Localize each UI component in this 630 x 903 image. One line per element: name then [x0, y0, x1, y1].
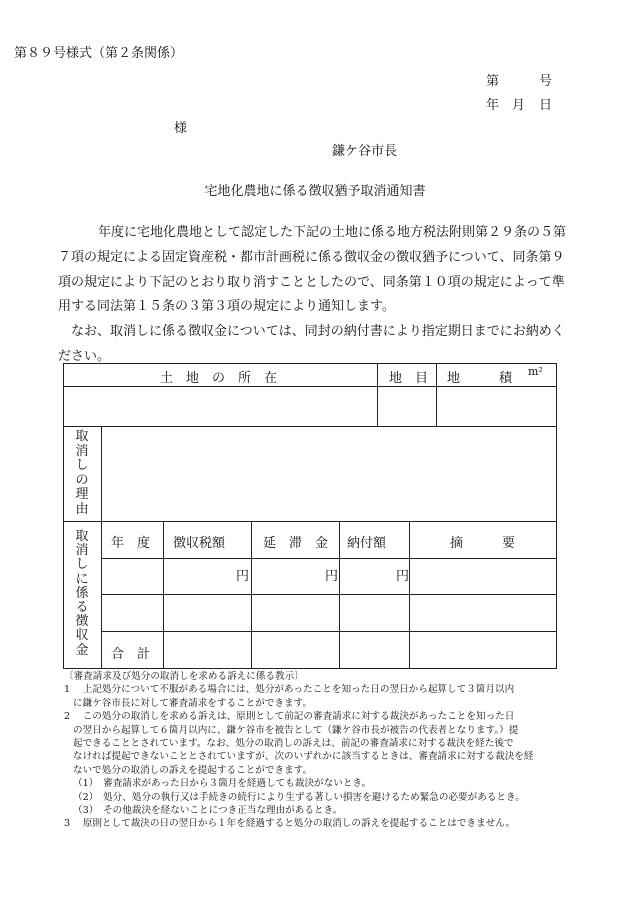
appeal-instructions [64, 670, 624, 831]
document-title: 宅地化農地に係る徴収猶予取消通知書 [204, 184, 426, 199]
late-fee-yen-unit: 円 [325, 569, 339, 584]
note-2-line-3: 起できることとされています。なお、処分の取消しの訴えは、前記の審査請求に対する裁決を経た後で [73, 738, 514, 750]
form-number: 第８９号様式（第２条関係） [14, 46, 184, 61]
document-number-prefix: 第 [486, 74, 500, 89]
area-unit: m² [528, 365, 543, 378]
col-tax-header: 徴収税額 [173, 536, 226, 551]
reason-label: 取 消 し の 理 由 [75, 429, 89, 517]
payment-yen-unit: 円 [396, 569, 410, 584]
col-late-fee-header: 延 滞 金 [263, 536, 329, 551]
land-area-header: 地 積 [447, 371, 513, 386]
note-1-line-1: 1 上記処分について不服がある場合には、処分があったことを知った日の翌日から起算して３箇月以内 [64, 684, 515, 696]
note-2-sub-2: （2） 処分、処分の執行又は手続きの続行により生ずる著しい損害を避けるため緊急の必要があるとき。 [73, 791, 525, 803]
land-category-header: 地 目 [389, 371, 429, 386]
body-paragraph-2: なお、取消しに係る徴収金については、同封の納付書により指定期日までにお納めください。 [58, 324, 565, 364]
addressee-suffix: 様 [174, 121, 188, 136]
issuer-name: 鎌ケ谷市長 [332, 144, 398, 159]
col-payment-header: 納付額 [347, 536, 387, 551]
levy-label: 取 消 し に 係 る 徴 収 金 [75, 529, 89, 658]
land-location-header: 土 地 の 所 在 [160, 371, 278, 386]
note-3: 3 原則として裁決の日の翌日から１年を経過すると処分の取消しの訴えを提起することはできません。 [64, 818, 516, 830]
note-2-line-1: 2 この処分の取消しを求める訴えは、原則として前記の審査請求に対する裁決があったことを知った日 [64, 711, 515, 723]
note-1-line-2: に鎌ケ谷市長に対して審査請求をすることができます。 [73, 697, 313, 709]
document-number-suffix: 号 [539, 74, 553, 89]
body-paragraph-1: 年度に宅地化農地として認定した下記の土地に係る地方税法附則第２９条の５第７項の規定による固定資産税・都市計画税に係る徴収金の徴収猶予について、同条第９項の規定により下記のとおり取り消すこととしたので、同条第１０項の規定によって準用する同法第１５条の３第３項の規定により通知します。 [58, 225, 567, 315]
notes-heading: 〔審査請求及び処分の取消しを求める訴えに係る教示〕 [64, 671, 304, 682]
col-year-header: 年 度 [111, 536, 151, 551]
date-day-label: 日 [539, 98, 553, 113]
total-label: 合 計 [111, 647, 151, 662]
note-2-line-2: の翌日から起算して６箇月以内に、鎌ケ谷市を被告として（鎌ケ谷市長が被告の代表者となります。）提 [73, 724, 519, 736]
date-month-label: 月 [512, 98, 526, 113]
note-2-sub-1: （1） 審査請求があった日から３箇月を経過しても裁決がないとき。 [73, 778, 372, 790]
tax-yen-unit: 円 [236, 569, 250, 584]
col-remarks-header: 摘 要 [450, 536, 516, 551]
date-year-label: 年 [486, 98, 500, 113]
note-2-line-4: なければ提起できないこととされていますが、次のいずれかに該当するときは、審査請求に対する裁決を経 [73, 751, 534, 763]
note-2-line-5: ないで処分の取消しの訴えを提起することができます。 [73, 764, 313, 776]
note-2-sub-3: （3） その他裁決を経ないことにつき正当な理由があるとき。 [73, 805, 343, 817]
